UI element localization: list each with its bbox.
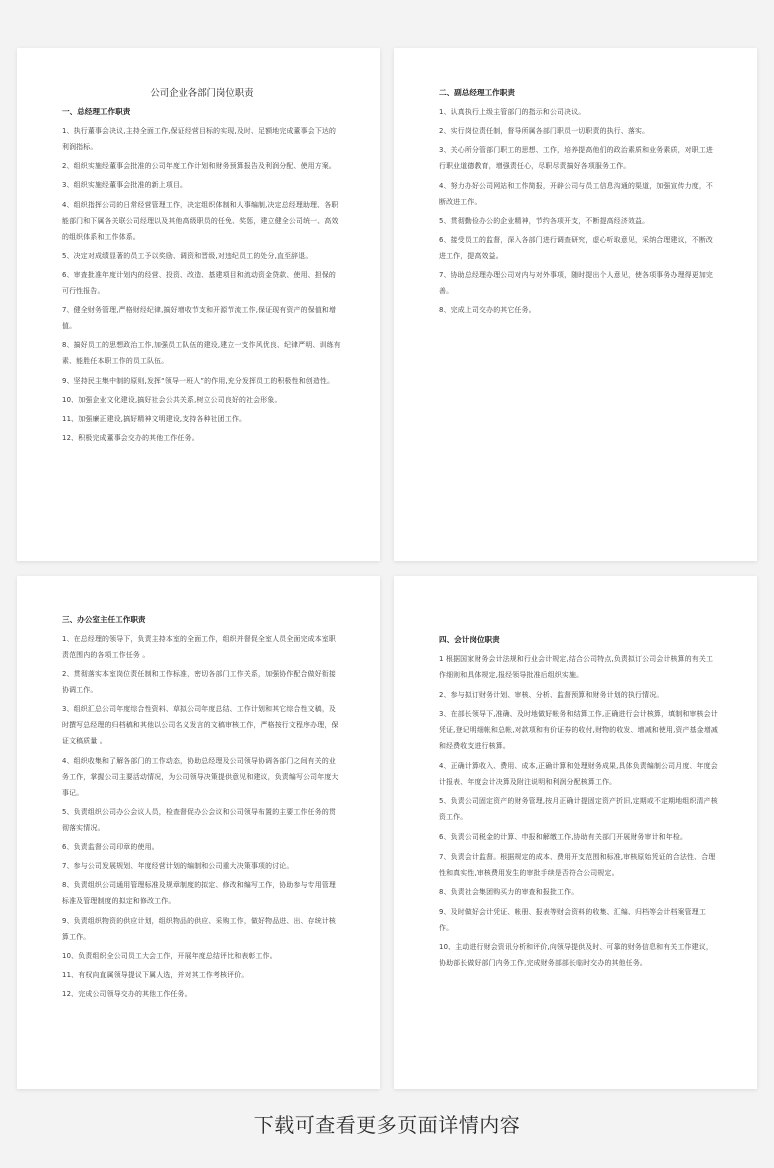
duty-item: 2、组织实施经董事会批准的公司年度工作计划和财务预算报告及利润分配、使用方案。 bbox=[62, 162, 337, 171]
duty-item: 1、在总经理的领导下，负责主持本室的全面工作，组织并督促全室人员全面完成本室职责范围内的各项工作任务 。 bbox=[62, 635, 337, 659]
duty-item: 3、在部长领导下,准确、及时地做好帐务和结算工作,正确进行会计核算，填制和审核会计凭证,登记明细帐和总帐,对款项和有价证券的收付,财物的收发、增减和使用,资产基金增减和经费收支进行核算。 bbox=[439, 710, 719, 751]
duty-item: 4、努力办好公司网站和工作简报，开辟公司与员工信息沟通的渠道，加强宣传力度，不断改进工作。 bbox=[439, 181, 714, 206]
duty-item: 12、积极完成董事会交办的其他工作任务。 bbox=[62, 434, 199, 443]
duty-item: 6、负责监督公司印章的使用。 bbox=[62, 842, 159, 851]
document-page-1 bbox=[17, 48, 380, 561]
duty-item: 5、负责组织公司办公会议人员，检查督促办公会议和公司领导布置的主要工作任务的贯彻落实情况。 bbox=[62, 807, 337, 832]
duty-item: 8、完成上司交办的其它任务。 bbox=[439, 306, 536, 315]
duty-item: 7、参与公司发展规划、年度经营计划的编制和公司重大决策事项的讨论。 bbox=[62, 862, 294, 871]
document-page-2 bbox=[394, 48, 757, 561]
duty-item: 1 根据国家财务会计法规和行业会计规定,结合公司特点,负责拟订公司会计核算的有关工作细则和具体规定,报经领导批准后组织实施。 bbox=[439, 655, 714, 679]
section-title: 四、会计岗位职责 bbox=[439, 635, 500, 644]
duty-item: 10、负责组织全公司员工大会工作，开展年度总结评比和表彰工作。 bbox=[62, 951, 277, 960]
duty-item: 2、实行岗位责任制，督导所属各部门职员一切职责的执行、落实。 bbox=[439, 127, 650, 136]
duty-item: 6、负责公司税金的计算、申报和解缴工作,协助有关部门开展财务审计和年检。 bbox=[439, 832, 688, 841]
duty-item: 6、审查批准年度计划内的经营、投资、改造、基建项目和流动资金贷款、使用、担保的可行性报告。 bbox=[62, 270, 337, 295]
duty-item: 11、加强廉正建设,搞好精神文明建设,支持各种社团工作。 bbox=[62, 414, 247, 423]
duty-list bbox=[62, 123, 342, 446]
duty-item: 9、负责组织物资的供应计划，组织物品的供应、采购工作，做好物品进、出、存统计核算工作。 bbox=[62, 916, 337, 941]
duty-item: 8、负责社会集团购买力的审查和报批工作。 bbox=[439, 888, 579, 897]
duty-item: 4、组织收集和了解各部门的工作动态，协助总经理及公司领导协调各部门之间有关的业务工作，掌握公司主要活动情况，为公司领导决策提供意见和建议，负责编写公司年度大事记。 bbox=[62, 756, 339, 797]
duty-item: 5、负责公司固定资产的财务管理,按月正确计提固定资产折旧,定期或不定期地组织清产核资工作。 bbox=[439, 797, 718, 822]
duty-list bbox=[439, 651, 719, 971]
duty-item: 3、组织汇总公司年度综合性资料、草拟公司年度总结、工作计划和其它综合性文稿，及时撰写总经理的归档稿和其他以公司名义发言的文稿审核工作，严格按行文程序办理，保证文稿质量 。 bbox=[62, 705, 339, 746]
duty-item: 9、坚持民主集中制的原则,发挥“领导一班人”的作用,充分发挥员工的积极性和创造性。 bbox=[62, 376, 335, 385]
duty-item: 10、主动进行财会资讯分析和评价,向领导提供及时、可靠的财务信息和有关工作建议， 协助部长做好部门内务工作,完成财务部部长临时交办的其他任务。 bbox=[439, 943, 713, 968]
duty-list bbox=[439, 104, 719, 318]
download-more-note: 下载可查看更多页面详情内容 bbox=[253, 1113, 521, 1137]
section-title: 二、副总经理工作职责 bbox=[439, 88, 515, 97]
duty-item: 2、参与拟订财务计划、审核、分析、监督预算和财务计划的执行情况。 bbox=[439, 690, 664, 699]
duty-item: 7、负责会计监督。根据规定的成本、费用开支范围和标准,审核原始凭证的合法性、合理性和真实性,审核费用发生的审批手续是否符合公司规定。 bbox=[439, 852, 716, 877]
duty-item: 1、认真执行上级主管部门的指示和公司决议。 bbox=[439, 108, 586, 116]
duty-item: 4、正确计算收入、费用、成本,正确计算和处理财务成果,具体负责编制公司月度、年度会计报表、年度会计决算及附注说明和利润分配核算工作。 bbox=[439, 761, 718, 786]
duty-item: 5、贯彻勤俭办公的企业精神，节约各项开支，不断提高经济效益。 bbox=[439, 216, 650, 225]
document-page-4 bbox=[394, 576, 757, 1089]
duty-item: 6、接受员工的监督，深入各部门进行调查研究，虚心听取意见，采纳合理建议，不断改进工作，提高效益。 bbox=[439, 235, 714, 260]
duty-item: 3、组织实施经董事会批准的新上项目。 bbox=[62, 181, 188, 190]
duty-item: 10、加强企业文化建设,搞好社会公共关系,树立公司良好的社会形象。 bbox=[62, 395, 282, 404]
duty-item: 4、组织指挥公司的日常经营管理工作，决定组织体制和人事编制,决定总经理助理、各职能部门和下属各关联公司经理以及其他高级职员的任免、奖惩，建立健全公司统一、高效的组织体系和工作体系。 bbox=[62, 200, 339, 241]
duty-item: 8、搞好员工的思想政治工作,加强员工队伍的建设,建立一支作风优良、纪律严明、训练有素、能胜任本职工作的员工队伍。 bbox=[62, 341, 341, 366]
section-title: 一、总经理工作职责 bbox=[62, 107, 131, 116]
duty-item: 11、有权向直属领导提议下属人选，并对其工作考核评价。 bbox=[62, 970, 249, 979]
duty-item: 9、及时做好会计凭证、帐册、报表等财会资料的收集、汇编、归档等会计档案管理工作。 bbox=[439, 907, 706, 932]
duty-item: 2、贯彻落实本室岗位责任制和工作标准，密切各部门工作关系，加强协作配合做好衔接协调工作。 bbox=[62, 670, 337, 695]
duty-item: 1、执行董事会决议,主持全面工作,保证经营目标的实现,及时、足额地完成董事会下达的利润指标。 bbox=[62, 127, 337, 151]
section-title: 三、办公室主任工作职责 bbox=[62, 615, 146, 624]
duty-item: 8、负责组织公司通用管理标准及规章制度的拟定、修改和编写工作，协助参与专用管理标准及管理制度的拟定和修改工作。 bbox=[62, 881, 337, 906]
document-page-3 bbox=[17, 576, 380, 1089]
document-title: 公司企业各部门岗位职责 bbox=[150, 88, 254, 99]
duty-item: 5、决定对成绩显著的员工予以奖励、调资和晋级,对违纪员工的处分,直至辞退。 bbox=[62, 251, 313, 260]
duty-item: 7、协助总经理办理公司对内与对外事项，随时提出个人意见，使各项事务办理得更加完善。 bbox=[439, 271, 714, 296]
duty-item: 12、完成公司领导交办的其他工作任务。 bbox=[62, 990, 192, 999]
duty-item: 3、关心所分管部门职工的思想、工作，培养提高他们的政治素质和业务素质，对职工进行职业道德教育，增强责任心，尽职尽责搞好各项服务工作。 bbox=[439, 146, 714, 171]
duty-list bbox=[62, 631, 342, 1002]
duty-item: 7、健全财务管理,严格财经纪律,搞好增收节支和开源节流工作,保证现有资产的保值和增值。 bbox=[62, 306, 337, 331]
